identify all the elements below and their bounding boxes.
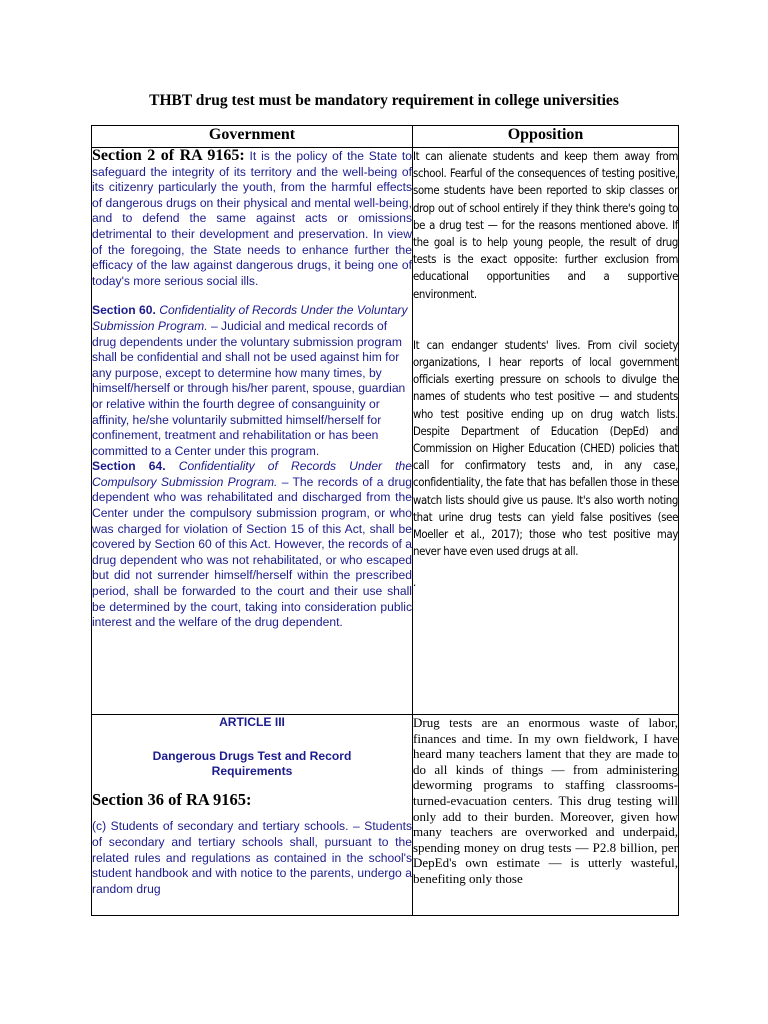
opposition-cell-2 [413, 715, 679, 916]
opposition-cell-2-content [413, 715, 678, 914]
section-36-text: (c) Students of secondary and tertiary schools. – Students of secondary and tertiary schools shall, pursuant to the related rules and regulations as contained in the school's student handbook and with notice to the parents, undergo a random drug [92, 819, 412, 896]
opposition-paragraph-2: It can endanger students' lives. From civil society organizations, I hear reports of local government officials exerting pressure on schools to divulge the names of students who test positive — and students who test positive ending up on drug watch lists. Despite Department of Education (DepEd) and Commission on Higher Education (CHED) policies that call for confirmatory tests and, in any case, confidentiality, the fate that has befallen those in these watch lists should give us pause. It's also worth noting that urine drug tests can yield false positives (see Moeller et al., 2017); those who test positive may never have even used drugs at all. [413, 338, 678, 559]
opposition-paragraph-1: It can alienate students and keep them away from school. Fearful of the consequences of testing positive, some students have been reported to skip classes or drop out of school entirely if they think there's going to be a drug test — for the reasons mentioned above. If the goal is to help young people, the result of drug tests is the exact opposite: further exclusion from educational opportunities and a supportive environment. [413, 150, 678, 301]
section-60-paragraph [92, 303, 412, 459]
section-60-heading: Section 60. [92, 303, 156, 318]
section-2-text: It is the policy of the State to safeguard the integrity of its territory and the well-being of its citizenry particularly the youth, from the harmful effects of dangerous drugs on their physical and mental well-being, and to defend the same against acts or omissions detrimental to their development and preservation. In view of the foregoing, the State needs to enhance further the efficacy of the law against dangerous drugs, it being one of today's more serious social ills. [92, 149, 412, 288]
opposition-paragraph-3: . [413, 576, 416, 590]
section-60-text: – Judicial and medical records of drug dependents under the voluntary submission program shall be confidential and shall not be used against him for any purpose, except to determine how many times, by himself/herself or through his/her parent, spouse, guardian or relative within the fourth degree of consanguinity or affinity, he/she voluntarily submitted himself/herself for confinement, treatment and rehabilitation or has been committed to a Center under this program. [92, 318, 406, 458]
section-64-text: – The records of a drug dependent who was rehabilitated and discharged from the Center under the compulsory submission program, or who was charged for violation of Section 15 of this Act, shall be covered by Section 60 of this Act. However, the records of a drug dependent who was not rehabilitated, or who escaped but did not surrender himself/herself within the prescribed period, shall be forwarded to the court and their use shall be determined by the court, taking into consideration public interest and the welfare of the drug dependent. [92, 474, 412, 630]
section-60-title: Confidentiality of Records Under the Voluntary Submission Program. [92, 303, 408, 333]
document-title: THBT drug test must be mandatory requirement in college universities [149, 92, 619, 109]
debate-table [91, 125, 679, 916]
article-label: ARTICLE III [219, 715, 285, 729]
section-2-heading: Section 2 of RA 9165: [92, 147, 245, 164]
section-64-heading: Section 64. [92, 459, 166, 474]
opposition-paragraph-4: Drug tests are an enormous waste of labor, finances and time. In my own fieldwork, I have heard many teachers lament that they are made to do all kinds of things — from administering deworming programs to staffing classrooms-turned-evacuation centers. This drug testing will only add to their burden. Moreover, given how many teachers are overworked and underpaid, spending money on drug tests — P2.8 billion, per DepEd's own estimate — is utterly wasteful, benefiting only those [413, 715, 678, 886]
article-title: Dangerous Drugs Test and Record Requirements [152, 748, 352, 779]
section-64-title: Confidentiality of Records Under the Compulsory Submission Program. [92, 459, 412, 489]
table-header-row [92, 126, 679, 148]
section-2-paragraph [92, 148, 412, 289]
government-cell [92, 148, 413, 715]
government-header: Government [92, 126, 413, 148]
section-36-heading: Section 36 of RA 9165: [92, 789, 252, 809]
government-cell-2 [92, 715, 413, 916]
table-row [92, 148, 679, 715]
opposition-cell [413, 148, 679, 715]
section-64-paragraph [92, 459, 412, 631]
opposition-header: Opposition [413, 126, 679, 148]
government-cell-2-content [92, 715, 412, 913]
table-row [92, 715, 679, 916]
